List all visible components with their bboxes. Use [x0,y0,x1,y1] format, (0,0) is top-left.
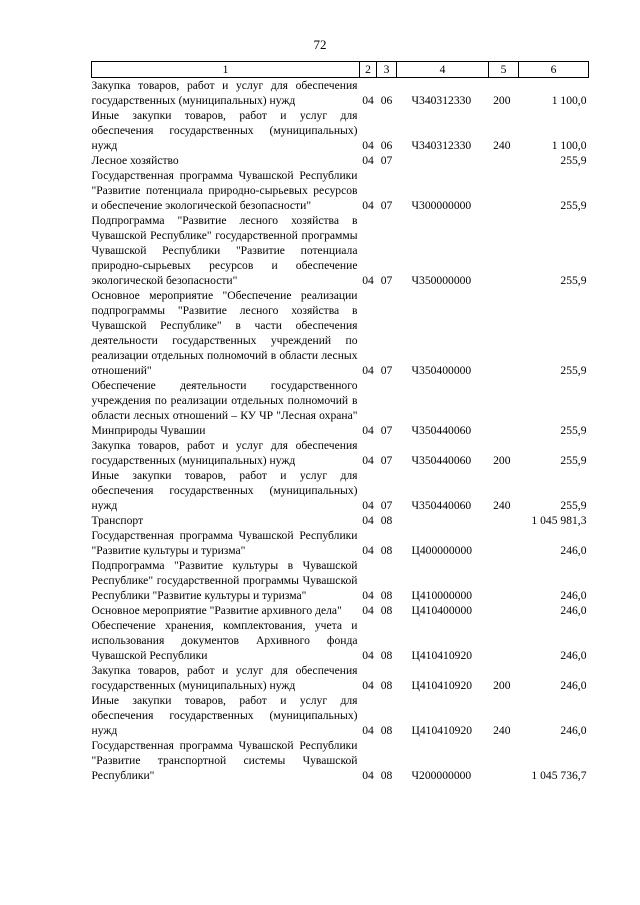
row-description: Закупка товаров, работ и услуг для обеспечения государственных (муниципальных) нужд [91,79,358,107]
section-code: 04 [362,499,374,512]
expense-type-code: 200 [493,679,511,692]
amount: 246,0 [560,649,587,662]
section-code: 04 [362,364,374,377]
table-row [92,288,589,378]
subsection-code: 08 [380,649,393,662]
target-article-code: Ц410000000 [411,589,473,602]
section-code: 04 [362,604,374,617]
subsection-code: 08 [380,724,393,737]
table-row [92,153,589,168]
row-description: Закупка товаров, работ и услуг для обеспечения государственных (муниципальных) нужд [91,664,358,692]
table-row [92,213,589,288]
budget-table [91,61,589,783]
table-row [92,693,589,738]
amount: 1 100,0 [551,139,587,152]
subsection-code: 08 [380,514,393,527]
table-row [92,168,589,213]
row-description: Обеспечение хранения, комплектования, учета и использования документов Архивного фонда Чувашской Республики [91,619,358,662]
expense-type-code [489,558,519,603]
subsection-code: 08 [380,679,393,692]
section-code: 04 [362,274,374,287]
target-article-code: Ч350440060 [411,499,472,512]
section-code: 04 [362,424,374,437]
row-description: Основное мероприятие "Развитие архивного дела" [91,604,342,617]
target-article-code: Ц400000000 [411,544,473,557]
table-row [92,468,589,513]
header-col-3: 3 [377,62,397,78]
table-row [92,78,589,109]
expense-type-code [489,153,519,168]
table-row [92,738,589,783]
row-description: Государственная программа Чувашской Республики "Развитие культуры и туризма" [91,529,358,557]
target-article-code [397,513,489,528]
header-col-1: 1 [92,62,360,78]
subsection-code: 06 [380,139,393,152]
target-article-code: Ц410410920 [411,679,473,692]
header-col-4: 4 [397,62,489,78]
section-code: 04 [362,139,374,152]
amount: 255,9 [560,199,587,212]
target-article-code: Ч350400000 [411,364,472,377]
table-body [92,78,589,784]
row-description: Основное мероприятие "Обеспечение реализации подпрограммы "Развитие лесного хозяйства в Чувашской Республике" в части обеспечения деятельности государственных учреждений по реализации отдельных полномочий в области лесных отношений" [91,289,358,377]
target-article-code: Ч300000000 [411,199,472,212]
section-code: 04 [362,199,374,212]
amount: 1 045 736,7 [531,769,587,782]
table-row [92,513,589,528]
table-row [92,438,589,468]
section-code: 04 [362,724,374,737]
row-description: Государственная программа Чувашской Республики "Развитие потенциала природно-сырьевых ресурсов и обеспечение экологической безопасности" [91,169,358,212]
section-code: 04 [362,649,374,662]
amount: 255,9 [560,274,587,287]
target-article-code: Ч350000000 [411,274,472,287]
table-row [92,108,589,153]
target-article-code: Ч350440060 [411,424,472,437]
section-code: 04 [362,454,374,467]
amount: 1 045 981,3 [531,514,587,527]
expense-type-code [489,288,519,378]
table-row [92,558,589,603]
subsection-code: 07 [380,199,393,212]
row-description: Закупка товаров, работ и услуг для обеспечения государственных (муниципальных) нужд [91,439,358,467]
expense-type-code [489,618,519,663]
amount: 1 100,0 [551,94,587,107]
table-row [92,528,589,558]
row-description: Иные закупки товаров, работ и услуг для обеспечения государственных (муниципальных) нужд [91,694,358,737]
subsection-code: 07 [380,424,393,437]
section-code: 04 [362,769,374,782]
section-code: 04 [362,154,374,167]
row-description: Лесное хозяйство [91,154,179,167]
target-article-code: Ц410400000 [411,604,473,617]
expense-type-code [489,378,519,438]
target-article-code [397,153,489,168]
target-article-code: Ч340312330 [411,94,472,107]
row-description: Иные закупки товаров, работ и услуг для обеспечения государственных (муниципальных) нужд [91,109,358,152]
row-description: Транспорт [91,514,144,527]
subsection-code: 07 [380,454,393,467]
expense-type-code [489,213,519,288]
expense-type-code: 240 [493,139,511,152]
expense-type-code [489,738,519,783]
header-col-5: 5 [489,62,519,78]
amount: 255,9 [560,154,587,167]
section-code: 04 [362,94,374,107]
header-col-6: 6 [519,62,589,78]
subsection-code: 08 [380,589,393,602]
section-code: 04 [362,514,374,527]
table-row [92,603,589,618]
row-description: Подпрограмма "Развитие лесного хозяйства в Чувашской Республике" государственной программы Чувашской Республики "Развитие потенциала природно-сырьевых ресурсов и обеспечение экологической безопасности" [91,214,358,287]
expense-type-code [489,528,519,558]
expense-type-code [489,603,519,618]
amount: 246,0 [560,589,587,602]
subsection-code: 07 [380,499,393,512]
expense-type-code: 200 [493,94,511,107]
expense-type-code [489,168,519,213]
section-code: 04 [362,679,374,692]
target-article-code: Ч200000000 [411,769,472,782]
table-row [92,663,589,693]
amount: 246,0 [560,604,587,617]
target-article-code: Ц410410920 [411,649,473,662]
header-col-2: 2 [360,62,377,78]
table-row [92,618,589,663]
expense-type-code [489,513,519,528]
row-description: Обеспечение деятельности государственного учреждения по реализации отдельных полномочий в области лесных отношений – КУ ЧР "Лесная охрана" Минприроды Чувашии [91,379,358,437]
section-code: 04 [362,544,374,557]
table-header [92,62,589,78]
expense-type-code: 200 [493,454,511,467]
subsection-code: 07 [380,364,393,377]
expense-type-code: 240 [493,499,511,512]
subsection-code: 08 [380,544,393,557]
target-article-code: Ц410410920 [411,724,473,737]
subsection-code: 08 [380,769,393,782]
amount: 255,9 [560,499,587,512]
amount: 255,9 [560,454,587,467]
table-row [92,378,589,438]
subsection-code: 07 [380,274,393,287]
subsection-code: 08 [380,604,393,617]
row-description: Подпрограмма "Развитие культуры в Чувашской Республике" государственной программы Чувашской Республики "Развитие культуры и туризма" [91,559,358,602]
row-description: Иные закупки товаров, работ и услуг для обеспечения государственных (муниципальных) нужд [91,469,358,512]
page-number: 72 [313,37,327,52]
amount: 246,0 [560,724,587,737]
subsection-code: 07 [380,154,393,167]
amount: 255,9 [560,364,587,377]
target-article-code: Ч350440060 [411,454,472,467]
section-code: 04 [362,589,374,602]
row-description: Государственная программа Чувашской Республики "Развитие транспортной системы Чувашской Республики" [91,739,358,782]
amount: 246,0 [560,679,587,692]
amount: 255,9 [560,424,587,437]
subsection-code: 06 [380,94,393,107]
target-article-code: Ч340312330 [411,139,472,152]
amount: 246,0 [560,544,587,557]
expense-type-code: 240 [493,724,511,737]
